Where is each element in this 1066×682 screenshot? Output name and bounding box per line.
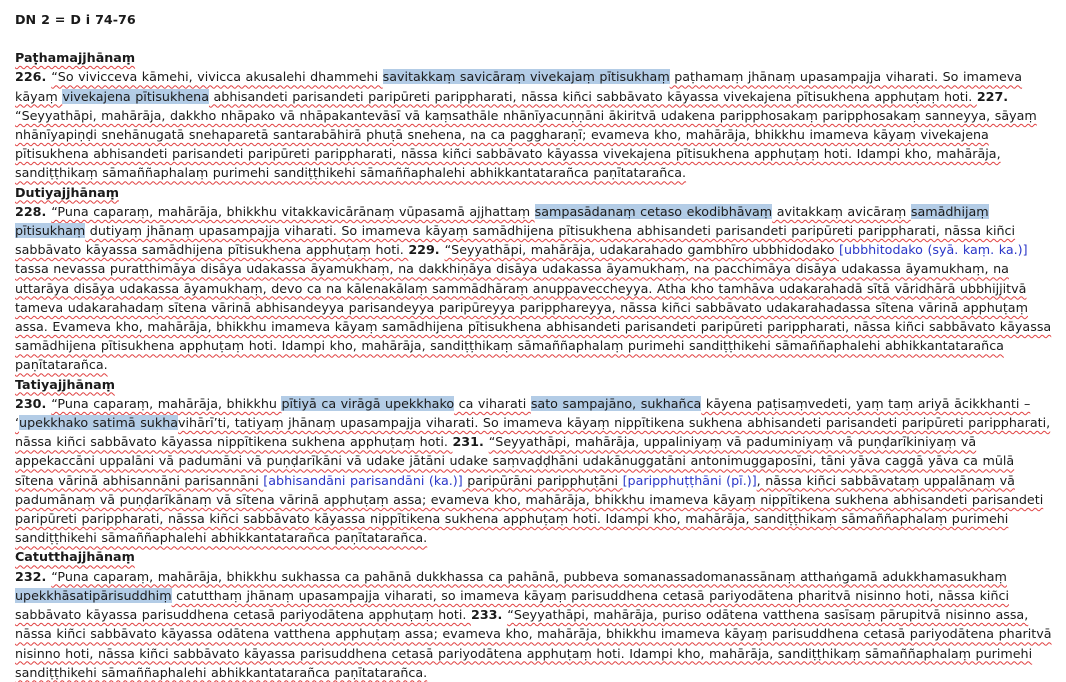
body-text: vihārī’ti, tatiyaṃ jhānaṃ upasampajja viharati. So imameva kāyaṃ nippītikena sukhena abhisandeti parisandeti paripūreti parippharati, nāssa kiñci sabbāvato kāyassa nippītikena sukhena apphuṭaṃ hoti. [15,415,1051,450]
section-pathamajjhanam [15,48,1056,182]
body-text: avitakkaṃ avicāraṃ [772,203,911,219]
body-text: abhisandeti parisandeti paripūreti parippharati, nāssa kiñci sabbāvato kāyassa vivekajena pītisukhena apphuṭaṃ hoti. [208,88,977,104]
document-reference: DN 2 = D i 74-76 [15,12,136,27]
section-paragraph[interactable] [15,67,1056,182]
body-text: “So vivicceva kāmehi, vivicca akusalehi dhammehi [51,69,383,85]
body-text: catutthaṃ jhānaṃ upasampajja viharati, so imameva kāyaṃ parisuddhena cetasā pariyodātena pharitvā nisinno hoti, nāssa kiñci sabbāvato kāyassa parisuddhena cetasā pariyodātena apphuṭaṃ hoti. [15,587,1009,623]
highlighted-text: sampasādanaṃ cetaso ekodibhāvaṃ [534,203,773,219]
section-dutiyajjhanam [15,183,1056,375]
paragraph-number: 232. [15,568,52,584]
body-text: ca viharati [454,395,531,411]
section-tatiyajjhanam [15,375,1056,548]
variant-reading: [ubbhitodako (syā. kaṃ. ka.)] [839,242,1028,258]
variant-reading: [paripphuṭṭhāni (pī.)] [622,472,757,488]
paragraph-number: 227. [976,88,1009,104]
section-catutthajjhanam [15,547,1056,681]
paragraph-number: 229. [408,242,445,258]
body-text: “Seyyathāpi, mahārāja, dakkho nhāpako vā nhāpakantevāsī vā kaṃsathāle nhānīyacuṇṇāni ākiritvā udakena paripphosakaṃ paripphosakaṃ sanneyya, sāyaṃ nhānīyapiṇḍi snehānugatā snehaparetā santarabāhirā phuṭā snehena, na ca paggharaṇī; evameva kho, mahārāja, bhikkhu imameva kāyaṃ vivekajena pītisukhena abhisandeti parisandeti paripūreti parippharati, nāssa kiñci sabbāvato kāyassa vivekajena pītisukhena apphuṭaṃ hoti. Idampi kho, mahārāja, sandiṭṭhikaṃ sāmaññaphalaṃ purimehi sandiṭṭhikehi sāmaññaphalehi abhikkantatarañca paṇītatarañca. [15,107,1037,181]
paragraph-number: 233. [471,607,508,623]
body-text: “Seyyathāpi, mahārāja, uppaliniyaṃ vā paduminiyaṃ vā puṇḍarīkiniyaṃ vā appekaccāni uppalāni vā padumāni vā puṇḍarīkāni vā udake jātāni udake saṃvaḍḍhāni udakānuggatāni antonimuggaposīni, tāni yāva caggā yāva ca mūlā sītena vārinā abhisannāni parisannāni [15,434,1015,488]
body-text: paṭhamaṃ jhānaṃ upasampajja viharati. So imameva kāyaṃ [15,69,1023,104]
highlighted-text: upekkhāsatipārisuddhiṃ [15,587,172,603]
section-paragraph[interactable] [15,202,1056,375]
paragraph-number: 226. [15,69,52,85]
highlighted-text: pītiyā ca virāgā upekkhako [281,395,455,411]
paragraph-number: 228. [15,203,52,219]
section-heading: Catutthajjhānaṃ [15,549,135,565]
paragraph-number: 230. [15,395,52,411]
body-text: “Puna caparaṃ, mahārāja, bhikkhu vitakkavicārānaṃ vūpasamā ajjhattaṃ [51,203,535,219]
body-text: “Seyyathāpi, mahārāja, puriso odātena vatthena sasīsaṃ pārupitvā nisinno assa, nāssa kiñci sabbāvato kāyassa odātena vatthena apphuṭaṃ assa; evameva kho, mahārāja, bhikkhu imameva kāyaṃ parisuddhena cetasā pariyodātena pharitvā nisinno hoti, nāssa kiñci sabbāvato kāyassa parisuddhena cetasā pariyodātena apphuṭaṃ hoti. Idampi kho, mahārāja, sandiṭṭhikaṃ sāmaññaphalaṃ purimehi sandiṭṭhikehi sāmaññaphalehi abhikkantatarañca paṇītatarañca. [15,607,1052,680]
highlighted-text: upekkhako satimā sukha [19,415,179,431]
paragraph-number: 231. [452,434,489,450]
highlighted-text: sato sampajāno, sukhañca [530,395,702,411]
body-text: “Seyyathāpi, mahārāja, udakarahado gambhīro ubbhidodako [444,242,840,258]
highlighted-text: samādhijaṃ pītisukhaṃ [15,203,989,239]
body-text: paripūrāni paripphuṭāni [462,472,623,488]
body-text: dutiyaṃ jhānaṃ upasampajja viharati. So imameva kāyaṃ samādhijena pītisukhena abhisandeti parisandeti paripūreti parippharati, nāssa kiñci sabbāvato kāyassa samādhijena pītisukhena apphuṭaṃ hoti. [15,223,1016,258]
highlighted-text: savitakkaṃ savicāraṃ vivekajaṃ pītisukhaṃ [382,69,670,85]
body-text: , nāssa kiñci sabbāvataṃ uppalānaṃ vā padumānaṃ vā puṇḍarīkānaṃ vā sītena vārinā apphuṭaṃ assa; evameva kho, mahārāja, bhikkhu imameva kāyaṃ nippītikena sukhena abhisandeti parisandeti paripūreti parippharati, nāssa kiñci sabbāvato kāyassa nippītikena sukhena apphuṭaṃ hoti. Idampi kho, mahārāja, sandiṭṭhikaṃ sāmaññaphalaṃ purimehi sandiṭṭhikehi sāmaññaphalehi abhikkantatarañca paṇītatarañca. [15,472,1044,546]
highlighted-text: vivekajena pītisukhena [62,88,209,104]
section-heading: Dutiyajjhānaṃ [15,184,119,200]
body-text: kāyena paṭisaṃvedeti, yaṃ taṃ ariyā ācikkhanti – ‘ [15,395,1031,431]
body-text: “Puna caparaṃ, mahārāja, bhikkhu [51,395,282,411]
body-text: “Puna caparaṃ, mahārāja, bhikkhu sukhassa ca pahānā dukkhassa ca pahānā, pubbeva somanassadomanassānaṃ atthaṅgamā adukkhamasukhaṃ [51,568,1007,584]
section-heading: Paṭhamajjhānaṃ [15,50,136,66]
body-text: tassa nevassa puratthimāya disāya udakassa āyamukhaṃ, na dakkhiṇāya disāya udakassa āyamukhaṃ, na pacchimāya disāya udakassa āyamukhaṃ, na uttarāya disāya udakassa āyamukhaṃ, devo ca na kālenakālaṃ sammādhāraṃ anuppaveccheyya. Atha kho tamhāva udakarahadā sītā vāridhārā ubbhijjitvā tameva udakarahadaṃ sītena vārinā abhisandeyya parisandeyya paripūreyya paripphareyya, nāssa kiñci sabbāvato udakarahadassa sītena vārinā apphuṭaṃ assa. Evameva kho, mahārāja, bhikkhu imameva kāyaṃ samādhijena pītisukhena abhisandeti parisandeti paripūreti parippharati, nāssa kiñci sabbāvato kāyassa samādhijena pītisukhena apphuṭaṃ hoti. Idampi kho, mahārāja, sandiṭṭhikaṃ sāmaññaphalaṃ purimehi sandiṭṭhikehi sāmaññaphalehi abhikkantatarañca paṇītatarañca. [15,261,1052,373]
section-paragraph[interactable] [15,394,1056,548]
section-heading: Tatiyajjhānaṃ [15,376,115,392]
section-paragraph[interactable] [15,567,1056,682]
variant-reading: [abhisandāni parisandāni (ka.)] [263,472,463,488]
